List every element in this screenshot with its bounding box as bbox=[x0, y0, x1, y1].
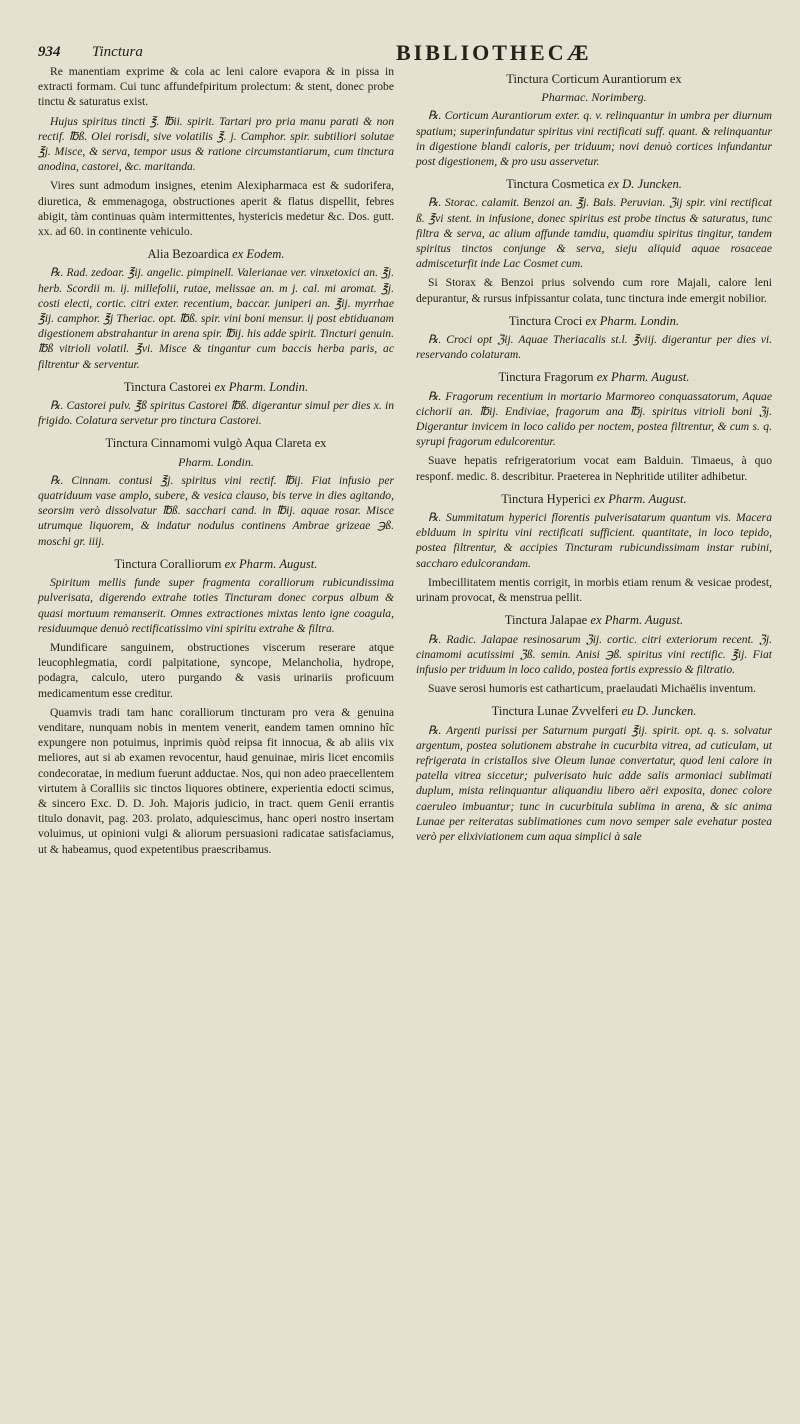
recipe: ℞. Corticum Aurantiorum exter. q. v. relinquantur in umbra per diurnum spatium; superinfundatur spiritus vini rectificati suff. quant. & relinquantur in digestione blandi caloris, per triduum; novi denuò cortices infundantur post digestionem, & pro usu asservetur. bbox=[416, 109, 772, 169]
section-title: Tinctura Jalapae ex Pharm. August. bbox=[504, 613, 684, 628]
recipe: Hujus spiritus tincti ℥. ℔ii. spirit. Tartari pro pria manu parati & non rectif. ℔ß. Olei rorisdi, sive volatilis ℥. j. Camphor. spir. subtiliori solutae ℥j. Misce, & serva, tempor usus & ratione circumstantiarum, cum tinctura anodina, castorei, &c. maritanda. bbox=[38, 114, 394, 174]
section-title: Tinctura Cosmetica ex D. Juncken. bbox=[506, 177, 682, 192]
left-column bbox=[38, 64, 394, 861]
running-head-right: BIBLIOTHECÆ bbox=[396, 40, 592, 65]
paragraph: Re manentiam exprime & cola ac leni calore evapora & in pissa in extracti formam. Cui tunc affundefpiritum prolectum: & stent, donec probe tinctu & saturatus exist. bbox=[38, 65, 394, 109]
paragraph: Suave hepatis refrigeratorium vocat eam Balduin. Timaeus, à quo responf. medic. 8. describitur. Praeterea in Nephritide utiliter adhibetur. bbox=[416, 454, 772, 483]
paragraph: Si Storax & Benzoi prius solvendo cum rore Majali, calore leni depurantur, & rursus infpissantur colata, tunc tinctura inde emergit nobilior. bbox=[416, 276, 772, 305]
right-column bbox=[416, 64, 772, 861]
section-source: Pharm. Londin. bbox=[178, 454, 254, 469]
paragraph: Vires sunt admodum insignes, etenim Alexipharmaca est & sudorifera, diuretica, & emmenagoga, obstructiones aperit & flatus dispellit, febres abigit, tàm continuas quàm intermittentes, hystericis medetur &c. Dos. gutt. xx. ad 60. in continente vehiculo. bbox=[38, 179, 394, 239]
paragraph: Quamvis tradi tam hanc coralliorum tincturam pro vera & genuina venditare, nunquam nobis in mentem venerit, eandem tamen omnino hîc expungere non potuimus, inprimis quòd reipsa fit innocua, & ab aliis vix meliores, aut si ab examen revocentur, haud genuinae, miris licet encomiis condecoratae, in medium fuerunt adductae. Nos, qui non adeo praecellentem virtutem à Coralliis sic tinctos liquores obtinere, experientia edocti scimus, & sincero Exc. D. D. Joh. Majoris judicio, in tract. quem Genii errantis titulo donavit, pag. 203. prolato, adquiescimus, hanc operi nostro insertam voluimus, ut opinioni vulgi & aliorum persuasioni radicatae satisfaciamus, ut & habeamus, quod expetentibus praescribamus. bbox=[38, 705, 394, 856]
recipe: ℞. Radic. Jalapae resinosarum ℨij. cortic. citri exteriorum recent. ℨj. cinamomi acutissimi ℨß. semin. Anisi ℈ß. spiritus vini rectific. ℥ij. Fiat infusio per triduum in loco calido, postea fortis expressio & filtratio. bbox=[416, 632, 772, 676]
section-title: Tinctura Cinnamomi vulgò Aqua Clareta ex bbox=[105, 436, 327, 451]
recipe: ℞. Rad. zedoar. ℥ij. angelic. pimpinell. Valerianae ver. vinxetoxici an. ℥j. herb. Scordii m. ij. millefolii, rutae, melissae an. m j. cal. mi aromat. ℥j. costi electi, cortic. citri exter. recentium, baccar. juniperi an. ℥ij. myrrhae ℥ij. camphor. ℥j Theriac. opt. ℔ß. spir. vini boni mensur. ij post ebtiduanam digestionem abstrahantur in arena spir. ℔ij. his adde spirit. Tincturi genuin. ℔ß vitrioli volatil. ℥vi. Misce & tingantur cum baccis herba paris, ac filtrentur & serventur. bbox=[38, 266, 394, 371]
paragraph: Mundificare sanguinem, obstructiones viscerum reserare atque leucophlegmatia, cordi palpitatione, syncope, Melancholia, hydrope, podagra, calculo, utero purgando & vasis urinariis proficuum medicamentum esse creditur. bbox=[38, 640, 394, 700]
section-title: Tinctura Croci ex Pharm. Londin. bbox=[508, 313, 680, 328]
section-title: Tinctura Hyperici ex Pharm. August. bbox=[501, 491, 687, 506]
recipe: ℞. Storac. calamit. Benzoi an. ℥j. Bals. Peruvian. ℨij spir. vini rectificat ß. ℥vi stent. in infusione, donec spiritus est probe tinctus & saturatus, tunc filtra & serva, ac alium affunde tamdiu, quamdiu spiritus tingitur, tandem spiritus tinctos conjunge & serva, sieju aliquid aquae rosaceae admisceturfit inde Lac Cosmet cum. bbox=[416, 196, 772, 271]
section-title: Tinctura Fragorum ex Pharm. August. bbox=[498, 370, 690, 385]
recipe: Spiritum mellis funde super fragmenta coralliorum rubicundissima pulverisata, digerendo extrahe toties Tincturam donec corpus album & quasi mortuum remanserit. Omnes extractiones mixtas lento igne coagula, residuumque denuò rectificatissimo vini spiritu extrahe & filtra. bbox=[38, 576, 394, 635]
section-title: Tinctura Corticum Aurantiorum ex bbox=[506, 72, 682, 86]
text-columns bbox=[38, 64, 774, 861]
page-header bbox=[38, 34, 774, 64]
paragraph: Suave serosi humoris est catharticum, praelaudati Michaëlis inventum. bbox=[428, 682, 757, 696]
recipe: ℞. Fragorum recentium in mortario Marmoreo conquassatorum, Aquae cichorii an. ℔ij. Endiviae, fragorum ana ℔j. spiritus vitrioli boni ℨj. Digerantur invicem in loco calido per noctem, postea filtrentur, & cum s. q. syrupi fragorum edulcorentur. bbox=[416, 389, 772, 449]
running-head-left: Tinctura bbox=[92, 44, 143, 60]
section-title: Tinctura Coralliorum ex Pharm. August. bbox=[114, 556, 318, 571]
recipe: ℞. Summitatum hyperici florentis pulverisatarum quantum vis. Macera eblduum in spiritu vini rectificati sufficient. quantitate, in loco tepido, postea filtrentur, & accipies Tincturam rubicundissimam instar rubini, saccharo edulcorandam. bbox=[416, 511, 772, 570]
section-title: Alia Bezoardica ex Eodem. bbox=[147, 247, 285, 262]
section-title: Tinctura Castorei ex Pharm. Londin. bbox=[123, 379, 309, 394]
recipe: ℞. Croci opt ℨij. Aquae Theriacalis st.l. ℥viij. digerantur per dies vi. reservando colaturam. bbox=[416, 333, 772, 362]
section-title: Tinctura Lunae Zvvelferi eu D. Juncken. bbox=[491, 704, 697, 719]
paragraph: Imbecillitatem mentis corrigit, in morbis etiam renum & vesicae prodest, urinam provocat, & menstrua pellit. bbox=[416, 575, 772, 605]
page-number: 934 bbox=[38, 44, 61, 60]
recipe: ℞. Argenti purissi per Saturnum purgati ℥ij. spirit. opt. q. s. solvatur argentum, postea solutionem abstrahe in cucurbita vitrea, ad cuticulam, ut refrigerata in cristallos sive Oleum lunae convertatur, quod leni calore in patella vitrea siccetur; pulverisato huic adde salis armoniaci sublimati duplum, mista relinquantur aliquandiu libero aëri exposita, donec colore caeruleo imbuantur; tunc in cucurbitula sublima in arena, & sic anima Lunae per reiteratas sublimationes cum novo semper sale evehatur postea verò per elixiviationem cum aqua simplici à sale bbox=[416, 723, 772, 843]
section-source: Pharmac. Norimberg. bbox=[541, 90, 647, 105]
recipe: ℞. Castorei pulv. ℥ß spiritus Castorei ℔ß. digerantur simul per dies x. in frigido. Colatura servetur pro tinctura Castorei. bbox=[38, 399, 394, 428]
recipe: ℞. Cinnam. contusi ℥j. spiritus vini rectif. ℔ij. Fiat infusio per quatriduum vase amplo, subere, & vesica clauso, bis terve in dies agitando, seorsim verò dissolvatur ℔ß. sacchari cand. in ℔ij. aquae rosar. Misce utrumque liquorem, & indatur nodulus continens Ambrae grizeae ℈ß. moschi gr. iiij. bbox=[38, 473, 394, 548]
